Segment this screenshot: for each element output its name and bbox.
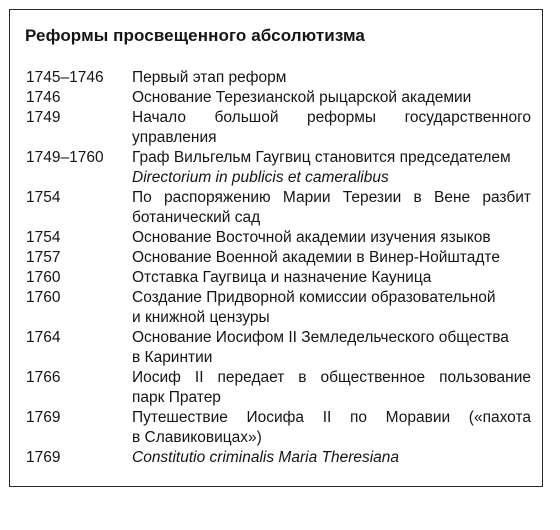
row-year: 1749 — [26, 109, 61, 126]
row-event — [132, 408, 531, 448]
row-event-line: парк Пратер — [132, 389, 221, 406]
row-event: Основание Военной академии в Винер-Нойштадте — [132, 249, 500, 266]
row-event-line: По распоряжению Марии Терезии в Вене разбит — [132, 189, 531, 206]
row-event-line: и книжной цензуры — [132, 309, 270, 326]
table-row — [26, 68, 531, 88]
table-row — [26, 268, 531, 288]
table-row — [26, 448, 531, 468]
row-year: 1749–1760 — [26, 149, 104, 166]
page-title: Реформы просвещенного абсолютизма — [25, 26, 365, 45]
table-row — [26, 108, 531, 148]
table-row — [26, 368, 531, 408]
row-event: Первый этап реформ — [132, 69, 287, 86]
row-event-line: в Каринтии — [132, 349, 213, 366]
row-event — [132, 148, 531, 188]
row-year: 1769 — [26, 449, 61, 466]
row-event-line: Иосиф II передает в общественное пользование — [132, 369, 531, 386]
timeline-table — [26, 68, 531, 468]
row-year: 1760 — [26, 269, 61, 286]
table-row — [26, 328, 531, 368]
row-year: 1754 — [26, 189, 61, 206]
row-year: 1757 — [26, 249, 61, 266]
row-year: 1764 — [26, 329, 61, 346]
row-event-line: управления — [132, 129, 217, 146]
row-year: 1760 — [26, 289, 61, 306]
row-event: Отставка Гаугвица и назначение Кауница — [132, 269, 432, 286]
row-event-line: Directorium in publicis et cameralibus — [132, 169, 389, 186]
table-row — [26, 188, 531, 228]
row-event — [132, 328, 531, 368]
table-row — [26, 408, 531, 448]
row-event-line: Создание Придворной комиссии образовательной — [132, 289, 496, 306]
table-row — [26, 248, 531, 268]
row-event — [132, 368, 531, 408]
row-event: Constitutio criminalis Maria Theresiana — [132, 449, 400, 466]
row-event — [132, 188, 531, 228]
row-year: 1745–1746 — [26, 69, 104, 86]
row-year: 1746 — [26, 89, 61, 106]
row-event-line: Путешествие Иосифа II по Моравии («пахота — [132, 409, 531, 426]
row-event-line: в Славиковицах») — [132, 429, 262, 446]
row-event: Основание Восточной академии изучения языков — [132, 229, 491, 246]
table-row — [26, 148, 531, 188]
table-row — [26, 228, 531, 248]
row-event-line: Граф Вильгельм Гаугвиц становится председателем — [132, 149, 511, 166]
table-row — [26, 88, 531, 108]
row-event — [132, 288, 531, 328]
row-event: Основание Терезианской рыцарской академии — [132, 89, 472, 106]
row-year: 1769 — [26, 409, 61, 426]
row-event — [132, 108, 531, 148]
row-event-line: Основание Иосифом II Земледельческого общества — [132, 329, 509, 346]
row-year: 1766 — [26, 369, 61, 386]
row-event-line: Начало большой реформы государственного — [132, 109, 531, 126]
row-event-line: ботанический сад — [132, 209, 261, 226]
row-year: 1754 — [26, 229, 61, 246]
table-row — [26, 288, 531, 328]
